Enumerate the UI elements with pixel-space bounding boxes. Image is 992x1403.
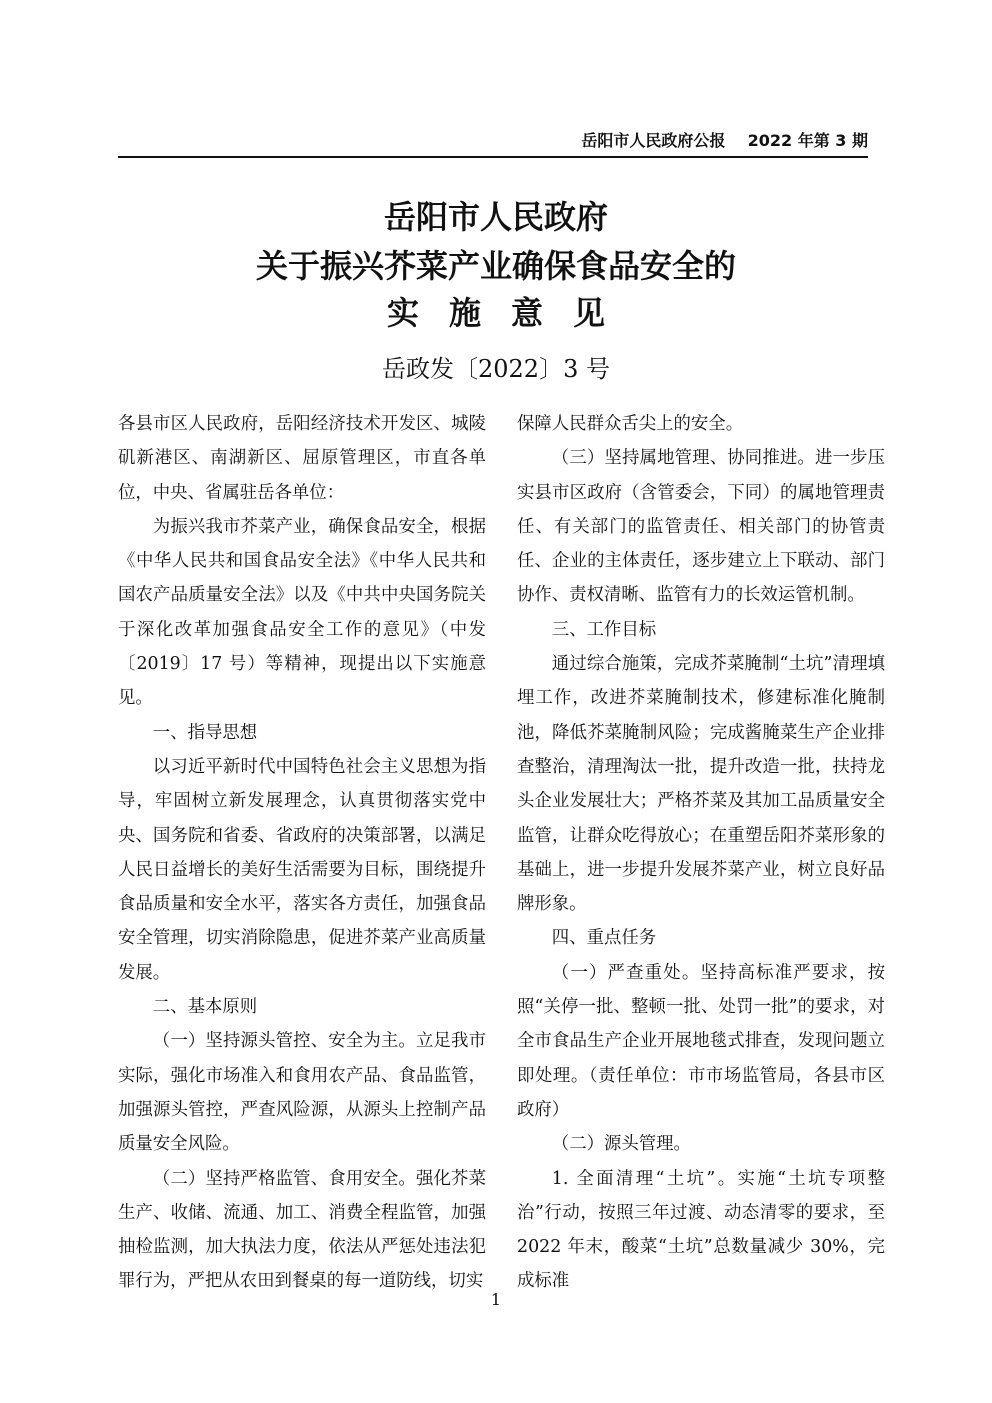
paragraph-continuation: 保障人民群众舌尖上的安全。 [517, 414, 744, 434]
section-heading: 二、基本原则 [152, 997, 258, 1018]
page-header [118, 128, 868, 156]
paragraph: 1. 全面清理“土坑”。实施“土坑专项整治”行动，按照三年过渡、动态清零的要求，至 2022 年末，酸菜“土坑”总数量减少 30%，完成标准 [517, 1168, 885, 1292]
paragraph: （一）严查重处。坚持高标准严要求，按照“关停一批、整顿一批、处罚一批”的要求，对全市食品生产企业开展地毯式排查，发现问题立即处理。（责任单位：市市场监管局，各县市区政府） [517, 962, 885, 1120]
salutation: 各县市区人民政府，岳阳经济技术开发区、城陵矶新港区、南湖新区、屈原管理区，市直各单位，中央、省属驻岳各单位： [118, 414, 486, 503]
left-column [118, 407, 486, 1299]
paragraph: 为振兴我市芥菜产业，确保食品安全，根据《中华人民共和国食品安全法》《中华人民共和国农产品质量安全法》以及《中共中央国务院关于深化改革加强食品安全工作的意见》（中发〔2019〕17 号）等精神，现提出以下实施意见。 [118, 516, 486, 709]
paragraph: 以习近平新时代中国特色社会主义思想为指导，牢固树立新发展理念，认真贯彻落实党中央、国务院和省委、省政府的决策部署，以满足人民日益增长的美好生活需要为目标，围绕提升食品质量和安全水平，落实各方责任，加强食品安全管理，切实消除隐患，促进芥菜产业高质量发展。 [118, 756, 486, 983]
paragraph: 通过综合施策，完成芥菜腌制“土坑”清理填埋工作，改进芥菜腌制技术，修建标准化腌制池，降低芥菜腌制风险；完成酱腌菜生产企业排查整治，清理淘汰一批，提升改造一批，扶持龙头企业发展壮大；严格芥菜及其加工品质量安全监管，让群众吃得放心；在重塑岳阳芥菜形象的基础上，进一步提升发展芥菜产业，树立良好品牌形象。 [517, 654, 885, 915]
title-line-2: 关于振兴芥菜产业确保食品安全的 [255, 247, 736, 285]
paragraph: （三）坚持属地管理、协同推进。进一步压实县市区政府（含管委会，下同）的属地管理责任、有关部门的监管责任、相关部门的协管责任、企业的主体责任，逐步建立上下联动、部门协作、责权清晰、监管有力的长效运管机制。 [517, 448, 885, 606]
paragraph: （二）源头管理。 [551, 1134, 691, 1155]
title-line-3: 实施意见 [386, 294, 635, 332]
header-issue: 2022 年第 3 期 [747, 131, 868, 150]
right-column [517, 407, 885, 1299]
document-number: 岳政发〔2022〕3 号 [382, 355, 610, 383]
section-heading: 三、工作目标 [551, 619, 657, 640]
section-heading: 四、重点任务 [551, 928, 657, 949]
header-rule [118, 156, 868, 158]
page-number: 1 [490, 1290, 502, 1309]
paragraph: （二）坚持严格监管、食用安全。强化芥菜生产、收储、流通、加工、消费全程监管，加强抽检监测，加大执法力度，依法从严惩处违法犯罪行为，严把从农田到餐桌的每一道防线，切实 [118, 1168, 486, 1292]
header-publication: 岳阳市人民政府公报 [581, 131, 726, 150]
title-line-1: 岳阳市人民政府 [383, 198, 608, 236]
section-heading: 一、指导思想 [152, 722, 258, 743]
paragraph: （一）坚持源头管控、安全为主。立足我市实际，强化市场准入和食用农产品、食品监管，加强源头管控，严查风险源，从源头上控制产品质量安全风险。 [118, 1031, 486, 1155]
